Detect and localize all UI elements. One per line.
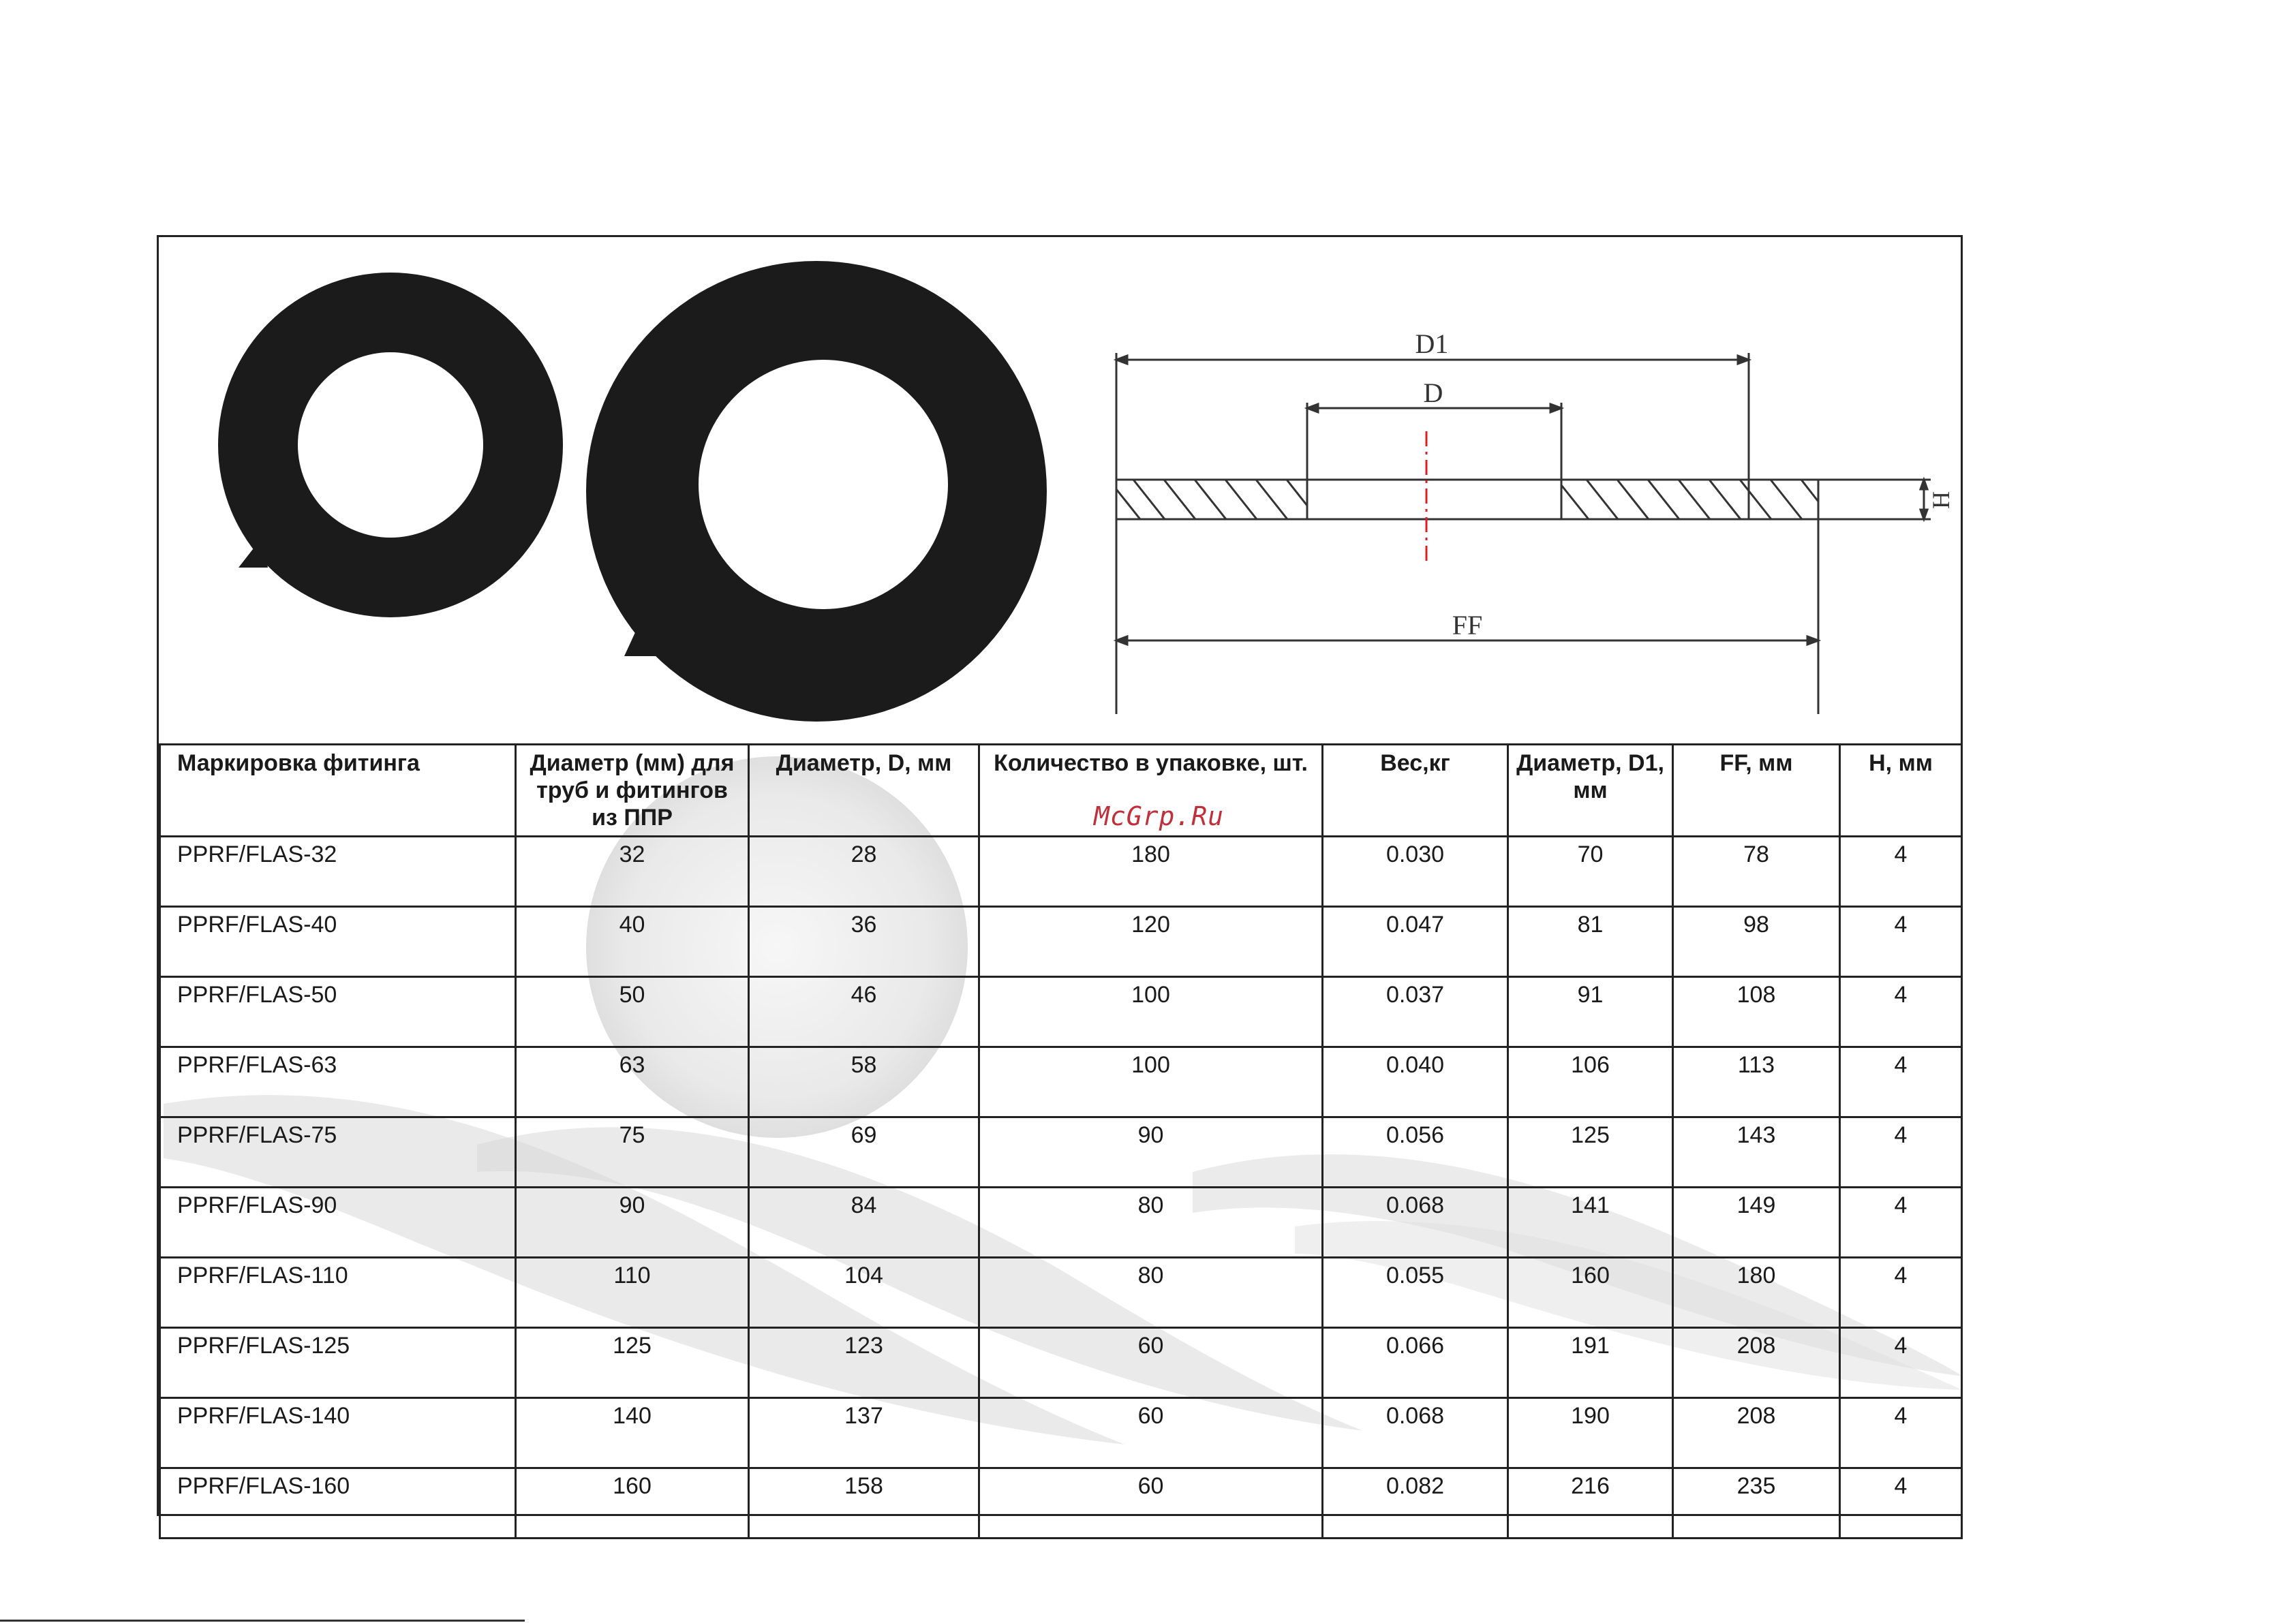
cross-section-drawing [1116,353,1931,714]
table-cell: 125 [1508,1117,1673,1188]
table-row [160,1468,1962,1539]
table-cell: 208 [1673,1398,1840,1468]
product-sheet [157,235,1963,1516]
table-cell: 0.082 [1323,1468,1508,1539]
table-header-row [160,745,1962,837]
table-cell: 0.068 [1323,1398,1508,1468]
table-cell: 100 [979,1047,1323,1117]
table-cell: 4 [1840,1117,1962,1188]
table-row [160,1117,1962,1188]
table-cell: 141 [1508,1188,1673,1258]
table-cell: 91 [1508,977,1673,1047]
table-cell: 125 [516,1328,749,1398]
table-cell: 28 [749,837,979,907]
table-cell: 180 [1673,1258,1840,1328]
table-cell: 4 [1840,1328,1962,1398]
small-gasket-illustration [218,273,563,617]
table-cell: 0.030 [1323,837,1508,907]
column-header: H, мм [1840,745,1962,837]
table-cell: 75 [516,1117,749,1188]
table-row [160,1398,1962,1468]
table-cell: PPRF/FLAS-160 [160,1468,516,1539]
table-cell: 60 [979,1398,1323,1468]
table-row [160,907,1962,977]
column-header: Маркировка фитинга [160,745,516,837]
table-cell: PPRF/FLAS-32 [160,837,516,907]
table-cell: 4 [1840,1468,1962,1539]
table-cell: 78 [1673,837,1840,907]
table-cell: 235 [1673,1468,1840,1539]
table-cell: 104 [749,1258,979,1328]
table-cell: 80 [979,1258,1323,1328]
table-cell: PPRF/FLAS-75 [160,1117,516,1188]
large-gasket-illustration [586,261,1047,722]
table-row [160,1258,1962,1328]
column-header: Вес,кг [1323,745,1508,837]
table-cell: 160 [1508,1258,1673,1328]
table-cell: 123 [749,1328,979,1398]
table-cell: 191 [1508,1328,1673,1398]
table-row [160,977,1962,1047]
column-header: Количество в упаковке, шт. [979,745,1323,837]
table-cell: PPRF/FLAS-125 [160,1328,516,1398]
column-header: FF, мм [1673,745,1840,837]
table-row [160,1328,1962,1398]
table-cell: 0.040 [1323,1047,1508,1117]
table-cell: 50 [516,977,749,1047]
table-cell: 120 [979,907,1323,977]
table-cell: 60 [979,1328,1323,1398]
table-cell: PPRF/FLAS-90 [160,1188,516,1258]
table-cell: 81 [1508,907,1673,977]
ff-label: FF [1452,610,1483,640]
table-cell: 0.055 [1323,1258,1508,1328]
table-cell: 4 [1840,1258,1962,1328]
table-cell: 158 [749,1468,979,1539]
table-cell: 106 [1508,1047,1673,1117]
table-cell: 4 [1840,907,1962,977]
footer-rule [0,1620,525,1622]
table-cell: 90 [979,1117,1323,1188]
figure-area [159,237,1961,743]
table-cell: 110 [516,1258,749,1328]
table-cell: 108 [1673,977,1840,1047]
table-row [160,837,1962,907]
table-cell: 70 [1508,837,1673,907]
table-cell: 60 [979,1468,1323,1539]
table-cell: PPRF/FLAS-110 [160,1258,516,1328]
table-cell: 0.056 [1323,1117,1508,1188]
table-cell: 90 [516,1188,749,1258]
table-cell: 208 [1673,1328,1840,1398]
source-watermark-text: McGrp.Ru [1094,801,1225,831]
table-cell: 36 [749,907,979,977]
table-cell: PPRF/FLAS-40 [160,907,516,977]
table-cell: 84 [749,1188,979,1258]
h-label: H [1927,491,1955,509]
table-cell: 46 [749,977,979,1047]
table-cell: 4 [1840,837,1962,907]
table-cell: 4 [1840,977,1962,1047]
d1-label: D1 [1415,328,1449,359]
table-cell: 0.066 [1323,1328,1508,1398]
table-cell: 40 [516,907,749,977]
table-cell: 216 [1508,1468,1673,1539]
table-cell: PPRF/FLAS-63 [160,1047,516,1117]
table-cell: 98 [1673,907,1840,977]
table-cell: 140 [516,1398,749,1468]
table-row [160,1047,1962,1117]
table-cell: PPRF/FLAS-140 [160,1398,516,1468]
table-cell: 0.037 [1323,977,1508,1047]
column-header: Диаметр, D1, мм [1508,745,1673,837]
table-cell: 4 [1840,1047,1962,1117]
table-cell: 113 [1673,1047,1840,1117]
table-cell: 149 [1673,1188,1840,1258]
table-cell: PPRF/FLAS-50 [160,977,516,1047]
table-cell: 190 [1508,1398,1673,1468]
table-cell: 4 [1840,1398,1962,1468]
specifications-table [159,743,1963,1539]
column-header: Диаметр, D, мм [749,745,979,837]
table-cell: 80 [979,1188,1323,1258]
table-cell: 100 [979,977,1323,1047]
table-cell: 69 [749,1117,979,1188]
table-row [160,1188,1962,1258]
table-cell: 137 [749,1398,979,1468]
table-cell: 0.047 [1323,907,1508,977]
table-cell: 32 [516,837,749,907]
column-header: Диаметр (мм) для труб и фитингов из ППР [516,745,749,837]
table-body [160,837,1962,1539]
table-cell: 4 [1840,1188,1962,1258]
table-cell: 160 [516,1468,749,1539]
table-cell: 0.068 [1323,1188,1508,1258]
table-cell: 63 [516,1047,749,1117]
table-cell: 58 [749,1047,979,1117]
table-cell: 143 [1673,1117,1840,1188]
table-cell: 180 [979,837,1323,907]
d-label: D [1423,377,1443,408]
